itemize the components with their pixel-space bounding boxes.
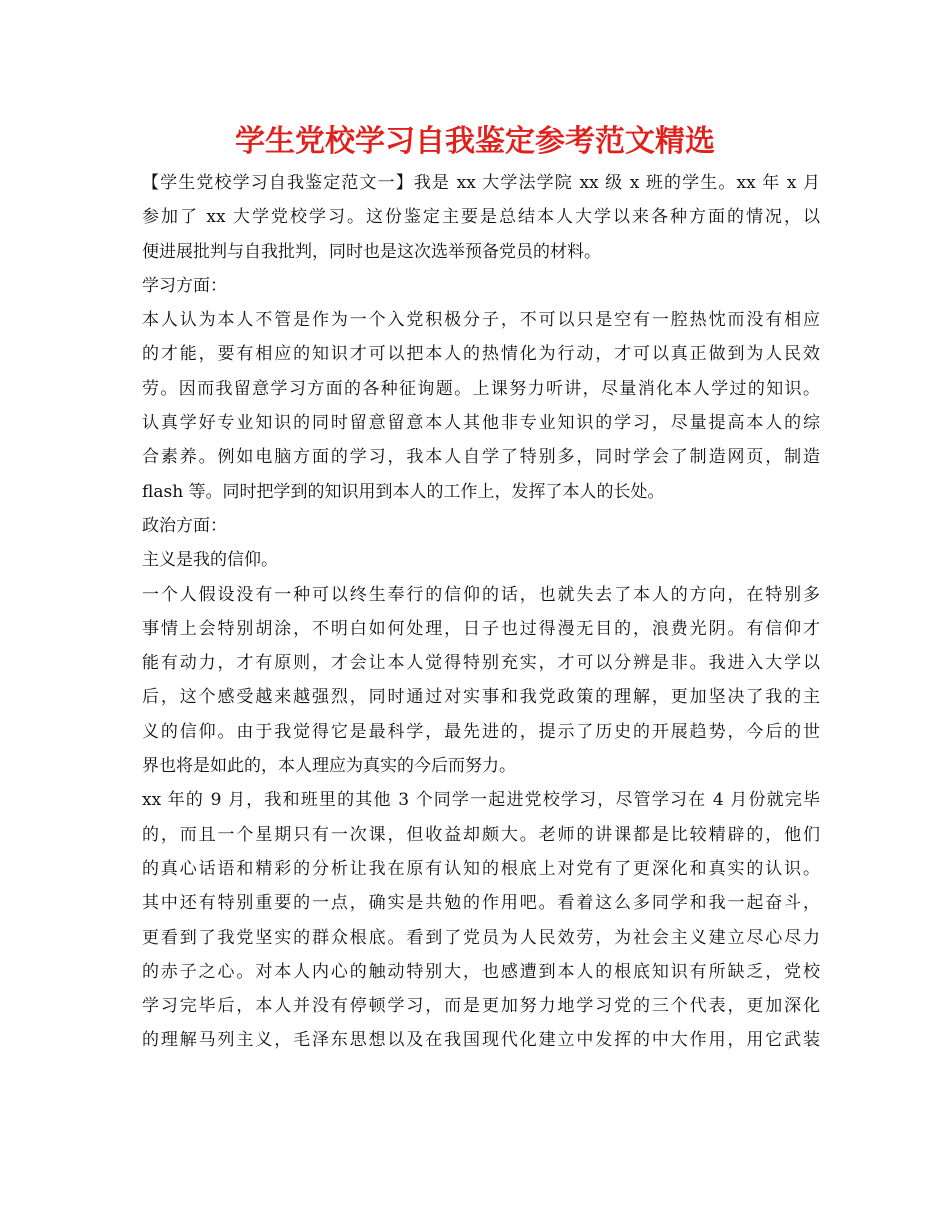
- text-line: 其中还有特别重要的一点，确实是共勉的作用吧。看着这么多同学和我一起奋斗，: [142, 893, 820, 914]
- text-line: 义的信仰。由于我觉得它是最科学，最先进的，提示了历史的开展趋势，今后的世: [142, 721, 820, 742]
- text-line: 学习方面：: [142, 275, 227, 296]
- text-line: 便进展批判与自我批判，同时也是这次选举预备党员的材料。: [142, 241, 601, 262]
- text-line: 的赤子之心。对本人内心的触动特别大，也感遭到本人的根底知识有所缺乏，党校: [142, 961, 820, 982]
- document-title: 学生党校学习自我鉴定参考范文精选: [235, 124, 715, 159]
- text-line: 事情上会特别胡涂，不明白如何处理，日子也过得漫无目的，浪费光阴。有信仰才: [142, 618, 820, 639]
- text-line: 一个人假设没有一种可以终生奉行的信仰的话，也就失去了本人的方向，在特别多: [142, 584, 820, 605]
- text-line: 的，而且一个星期只有一次课，但收益却颇大。老师的讲课都是比较精辟的，他们: [142, 824, 820, 845]
- text-line: 界也将是如此的，本人理应为真实的今后而努力。: [142, 756, 516, 777]
- text-line: 的真心话语和精彩的分析让我在原有认知的根底上对党有了更深化和真实的认识。: [142, 858, 820, 879]
- document-body: [142, 166, 820, 1058]
- text-line: 劳。因而我留意学习方面的各种征询题。上课努力听讲，尽量消化本人学过的知识。: [142, 378, 820, 399]
- text-line: 合素养。例如电脑方面的学习，我本人自学了特别多，同时学会了制造网页，制造: [142, 447, 820, 468]
- text-line: xx 年的 9 月，我和班里的其他 3 个同学一起进党校学习，尽管学习在 4 月份就完毕: [142, 790, 820, 811]
- text-line: 政治方面：: [142, 515, 227, 536]
- text-line: 主义是我的信仰。: [142, 550, 278, 571]
- text-line: 学习完毕后，本人并没有停顿学习，而是更加努力地学习党的三个代表，更加深化: [142, 996, 820, 1017]
- text-line: 的理解马列主义，毛泽东思想以及在我国现代化建立中发挥的中大作用，用它武装: [142, 1030, 820, 1051]
- text-line: 的才能，要有相应的知识才可以把本人的热情化为行动，才可以真正做到为人民效: [142, 344, 820, 365]
- text-line: flash 等。同时把学到的知识用到本人的工作上，发挥了本人的长处。: [142, 481, 665, 502]
- text-line: 能有动力，才有原则，才会让本人觉得特别充实，才可以分辨是非。我进入大学以: [142, 653, 820, 674]
- text-line: 参加了 xx 大学党校学习。这份鉴定主要是总结本人大学以来各种方面的情况，以: [142, 207, 820, 228]
- text-line: 后，这个感受越来越强烈，同时通过对实事和我党政策的理解，更加坚决了我的主: [142, 687, 820, 708]
- text-line: 更看到了我党坚实的群众根底。看到了党员为人民效劳，为社会主义建立尽心尽力: [142, 927, 820, 948]
- text-line: 【学生党校学习自我鉴定范文一】我是 xx 大学法学院 xx 级 x 班的学生。xx 年 x 月: [142, 173, 820, 193]
- text-line: 认真学好专业知识的同时留意留意本人其他非专业知识的学习，尽量提高本人的综: [142, 413, 820, 434]
- text-line: 本人认为本人不管是作为一个入党积极分子，不可以只是空有一腔热忱而没有相应: [142, 310, 820, 331]
